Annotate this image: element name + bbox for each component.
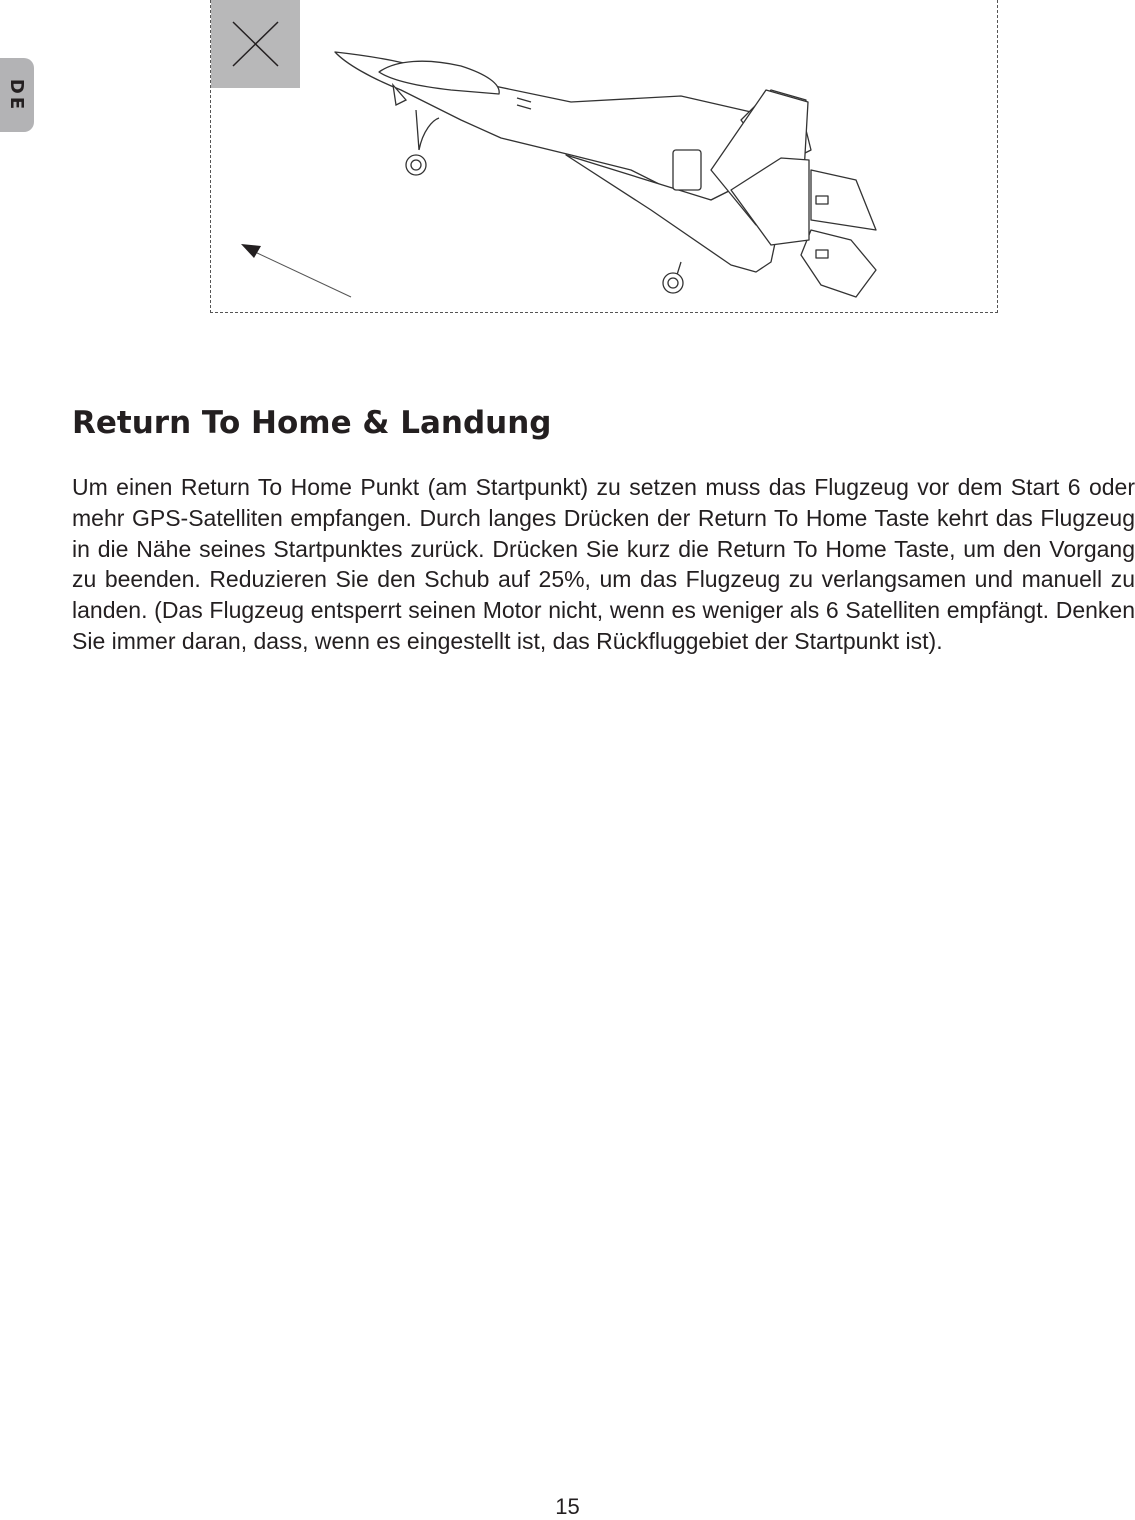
section-body: Um einen Return To Home Punkt (am Startpunkt) zu setzen muss das Flugzeug vor dem Start 6 oder mehr GPS-Satelliten empfangen. Durch langes Drücken der Return To Home Taste kehrt das Flugzeug in die Nähe seines Startpunktes zurück. Drücken Sie kurz die Return To Home Taste, um den Vorgang zu beenden. Reduzieren Sie den Schub auf 25%, um das Flugzeug zu verlangsamen und manuell zu landen. (Das Flugzeug entsperrt seinen Motor nicht, wenn es weniger als 6 Satelliten empfängt. Denken Sie immer daran, dass, wenn es eingestellt ist, das Rückfluggebiet der Startpunkt ist).	[72, 474, 1135, 654]
language-tab-label: DE	[6, 78, 28, 112]
direction-arrow	[241, 244, 351, 297]
page-number: 15	[555, 1494, 580, 1519]
language-tab	[0, 58, 34, 132]
section-title: Return To Home & Landung	[72, 405, 552, 441]
aircraft-drawing	[211, 0, 999, 313]
aircraft-figure	[210, 0, 998, 313]
